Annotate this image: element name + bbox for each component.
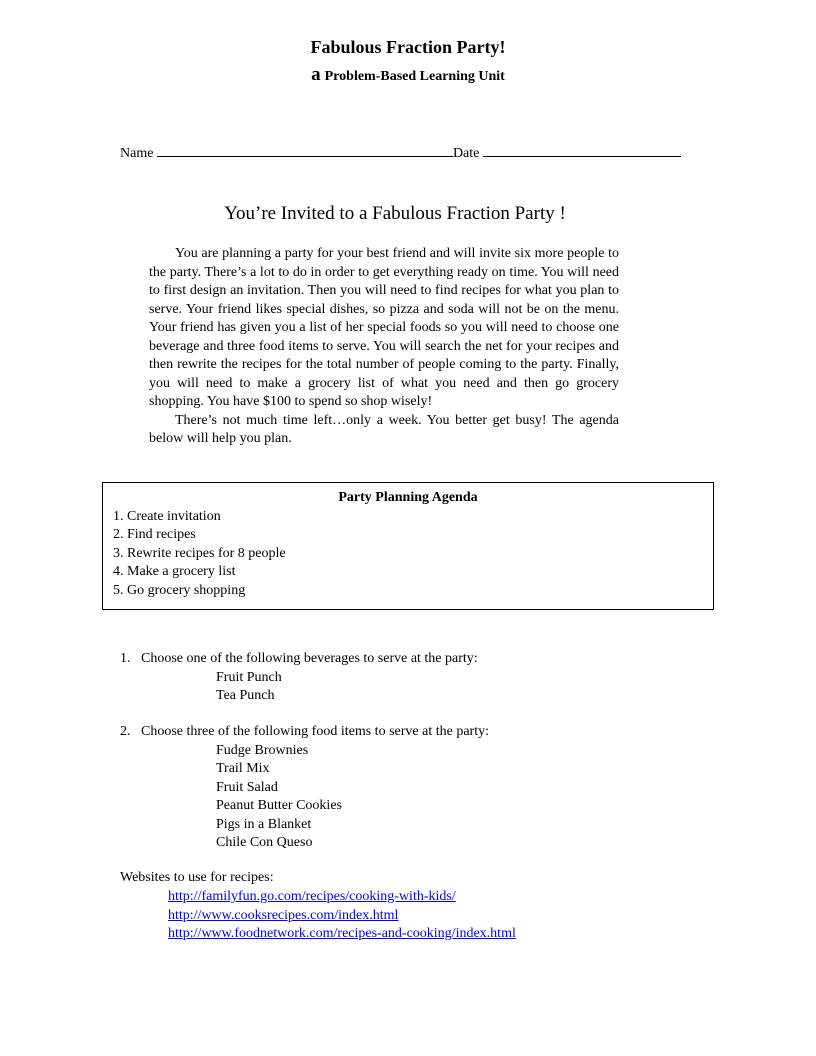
agenda-item: 2. Find recipes	[113, 527, 196, 542]
date-field[interactable]	[483, 142, 681, 157]
websites-label: Websites to use for recipes:	[120, 870, 274, 885]
agenda-item: 5. Go grocery shopping	[113, 582, 246, 598]
party-planning-agenda	[102, 482, 714, 610]
food-option: Peanut Butter Cookies	[216, 798, 342, 813]
recipe-link-familyfun[interactable]: http://familyfun.go.com/recipes/cooking-with-kids/	[168, 889, 456, 904]
food-option: Chile Con Queso	[216, 835, 313, 850]
recipe-link-foodnetwork[interactable]: http://www.foodnetwork.com/recipes-and-cooking/index.html	[168, 926, 516, 941]
recipe-link-cooksrecipes[interactable]: http://www.cooksrecipes.com/index.html	[168, 907, 399, 923]
question-number: 2.	[120, 724, 131, 739]
beverage-option: Tea Punch	[216, 688, 275, 703]
name-date-row	[120, 142, 681, 162]
agenda-item: 1. Create invitation	[113, 508, 221, 524]
intro-paragraph-2: There’s not much time left…only a week. You better get busy! The agenda below will help you plan.	[149, 412, 619, 446]
question-text: Choose three of the following food items to serve at the party:	[141, 724, 489, 739]
date-label: Date	[452, 146, 480, 161]
question-beverage	[120, 650, 478, 706]
name-field[interactable]	[157, 142, 453, 157]
document-subtitle	[0, 64, 816, 86]
subtitle-text: Problem-Based Learning Unit	[324, 69, 505, 84]
agenda-item: 3. Rewrite recipes for 8 people	[113, 545, 286, 561]
food-option: Fruit Salad	[216, 779, 278, 795]
agenda-title: Party Planning Agenda	[338, 490, 478, 505]
question-number: 1.	[120, 651, 131, 666]
intro-paragraph-1: You are planning a party for your best friend and will invite six more people to the party. There’s a lot to do in order to get everything ready on time. You will need to first design an invitation. Then you will need to find recipes for what you plan to serve. Your friend likes special dishes, so pizza and soda will not be on the menu. Your friend has given you a list of her special foods so you will need to choose one beverage and three food items to serve. You will search the net for your recipes and then rewrite the recipes for the total number of people coming to the party. Finally, you will need to make a grocery list of what you need and then go grocery shopping. You have $100 to spend so shop wisely!	[149, 246, 619, 409]
question-text: Choose one of the following beverages to serve at the party:	[141, 651, 478, 666]
food-option: Trail Mix	[216, 761, 270, 776]
subtitle-article: a	[311, 64, 321, 85]
food-option: Fudge Brownies	[216, 742, 309, 758]
intro-text	[149, 245, 619, 449]
agenda-item: 4. Make a grocery list	[113, 564, 236, 579]
food-option: Pigs in a Blanket	[216, 816, 312, 832]
document-title: Fabulous Fraction Party!	[310, 37, 506, 57]
website-links	[168, 888, 516, 944]
name-label: Name	[120, 146, 154, 161]
beverage-option: Fruit Punch	[216, 669, 282, 685]
question-food	[120, 723, 489, 853]
invite-heading: You’re Invited to a Fabulous Fraction Party !	[224, 203, 566, 224]
